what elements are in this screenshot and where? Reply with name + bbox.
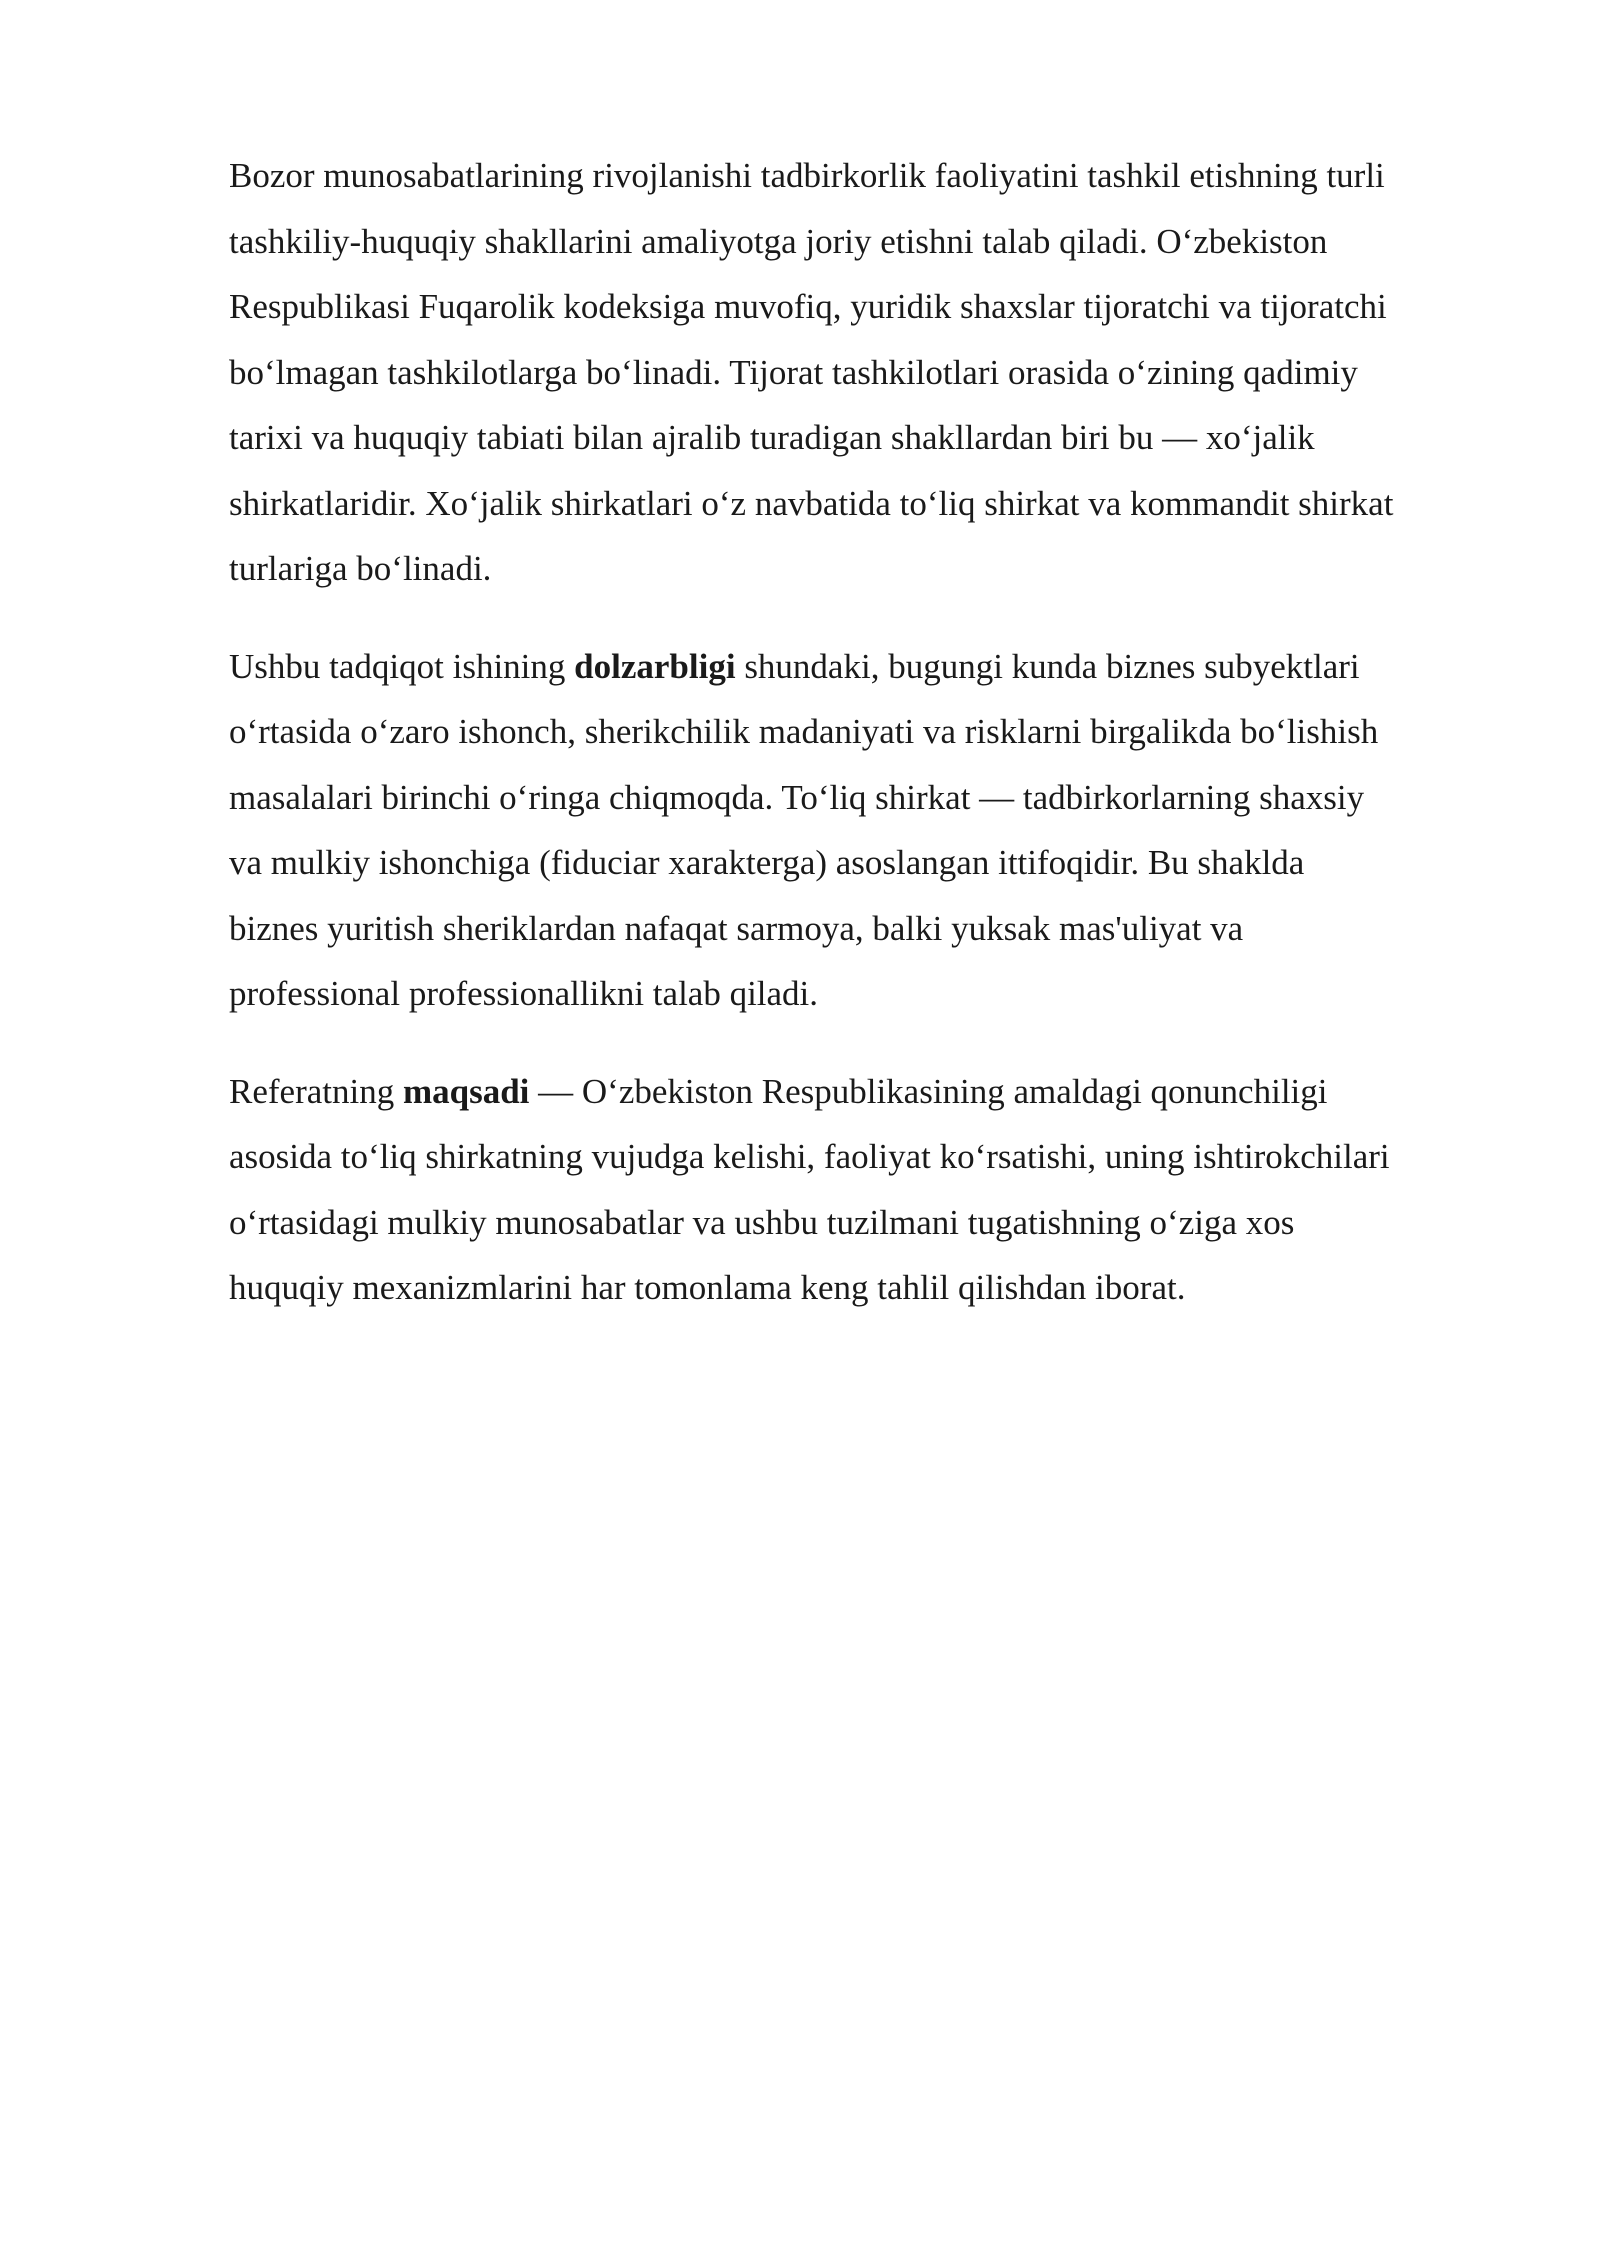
paragraph-line: Respublikasi Fuqarolik kodeksiga muvofiq, yuridik shaxslar tijoratchi va tijoratchi <box>229 287 1387 326</box>
paragraph-line: Bozor munosabatlarining rivojlanishi tadbirkorlik faoliyatini tashkil etishning turli <box>229 156 1385 195</box>
paragraph-line: bo‘lmagan tashkilotlarga bo‘linadi. Tijorat tashkilotlari orasida o‘zining qadimiy <box>229 352 1358 392</box>
document-body <box>229 143 1499 1353</box>
paragraph-line: huquqiy mexanizmlarini har tomonlama keng tahlil qilishdan iborat. <box>229 1268 1186 1307</box>
bold-term-goal: maqsadi <box>402 1071 530 1111</box>
paragraph-line: professional professionallikni talab qiladi. <box>229 974 819 1013</box>
paragraph-line: o‘rtasida o‘zaro ishonch, sherikchilik madaniyati va risklarni birgalikda bo‘lishish <box>229 712 1379 751</box>
line-text: Ushbu tadqiqot ishining <box>229 646 575 686</box>
paragraph-line: turlariga bo‘linadi. <box>229 549 492 588</box>
paragraph-line <box>229 1059 1499 1125</box>
bold-term-relevance: dolzarbligi <box>574 646 736 686</box>
paragraph-relevance <box>229 634 1499 1027</box>
paragraph-line: tarixi va huquqiy tabiati bilan ajralib turadigan shakllardan biri bu — xo‘jalik <box>229 418 1315 457</box>
line-text: — O‘zbekiston Respublikasining amaldagi qonunchiligi <box>529 1071 1328 1111</box>
paragraph-line: masalalari birinchi o‘ringa chiqmoqda. To‘liq shirkat — tadbirkorlarning shaxsiy <box>229 777 1365 817</box>
paragraph-line <box>229 634 1499 700</box>
paragraph-intro <box>229 143 1499 602</box>
paragraph-line: tashkiliy-huquqiy shakllarini amaliyotga joriy etishni talab qiladi. O‘zbekiston <box>229 221 1328 261</box>
paragraph-line: shirkatlaridir. Xo‘jalik shirkatlari o‘z navbatida to‘liq shirkat va kommandit shirkat <box>229 483 1394 523</box>
paragraph-line: biznes yuritish sheriklardan nafaqat sarmoya, balki yuksak mas'uliyat va <box>229 908 1244 948</box>
paragraph-goal <box>229 1059 1499 1321</box>
paragraph-line: o‘rtasidagi mulkiy munosabatlar va ushbu tuzilmani tugatishning o‘ziga xos <box>229 1202 1295 1242</box>
line-text: Referatning <box>229 1071 403 1111</box>
paragraph-line: va mulkiy ishonchiga (fiduciar xarakterga) asoslangan ittifoqidir. Bu shaklda <box>229 843 1305 882</box>
paragraph-line: asosida to‘liq shirkatning vujudga kelishi, faoliyat ko‘rsatishi, uning ishtirokchilari <box>229 1137 1390 1176</box>
line-text: shundaki, bugungi kunda biznes subyektlari <box>735 646 1360 686</box>
